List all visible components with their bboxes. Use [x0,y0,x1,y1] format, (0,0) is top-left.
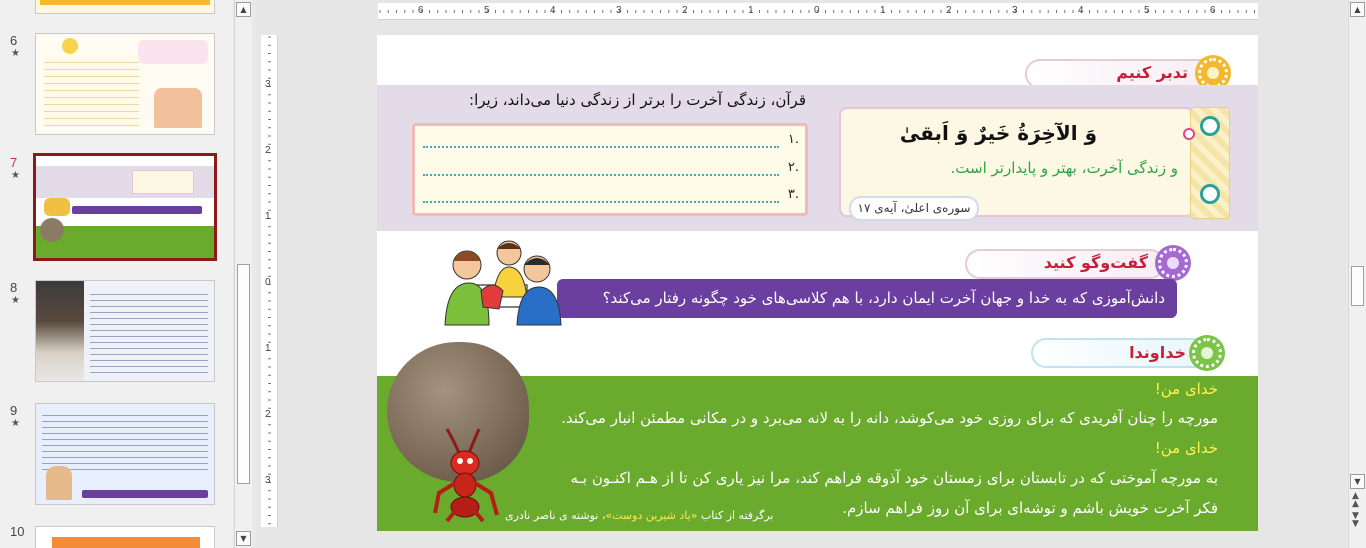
slide-thumbnail-7[interactable] [33,153,217,261]
scroll-up-icon[interactable]: ▲ [1350,2,1365,17]
ruler-label: 3 [616,5,622,16]
answer-line-number: ۳. [787,187,799,202]
credit-suffix: ، نوشته ی ناصر نادری [505,509,606,522]
prayer-title: خداوندا [1129,343,1186,362]
ruler-label: 5 [484,5,490,16]
vertical-ruler[interactable] [261,35,278,527]
ruler-label: 2 [265,409,271,420]
reflect-prompt: قرآن، زندگی آخرت را برتر از زندگی دنیا می‌داند، زیرا: [469,91,806,109]
slide-thumbnail-8[interactable] [35,280,215,382]
animation-star-icon: ★ [11,170,20,181]
ruler-label: 3 [265,79,271,90]
prayer-text: مورچه را چنان آفریدی که برای روزی خود می‌کوشد، دانه را به لانه می‌برد و در مکانی مطمئن انبار می‌کند. [561,409,1218,427]
next-slide-icon[interactable]: ▼ ▼ [1352,511,1359,529]
slide-number: 7 [10,155,18,170]
scrollbar-thumb[interactable] [1351,266,1364,306]
slide-thumbnail-5[interactable] [35,0,215,14]
prayer-section-tab [1031,338,1215,368]
prayer-text: به مورچه آموختی که در تابستان برای زمستان خود آذوقه فراهم کند، مرا نیز یاری کن تا از هـم اکنـون بـه [570,469,1218,487]
slide-number: 8 [10,280,18,295]
ruler-label: 1 [880,5,886,16]
scroll-down-icon[interactable]: ▼ [236,531,251,546]
animation-star-icon: ★ [11,418,20,429]
ant-illustration [425,423,505,523]
students-talking-illustration [437,235,562,327]
scroll-up-icon[interactable]: ▲ [236,2,251,17]
slide-thumbnail-9[interactable] [35,403,215,505]
answer-line[interactable] [423,146,779,148]
slide-number: 10 [10,524,25,539]
reflect-title: تدبر کنیم [1116,63,1188,82]
slide-canvas[interactable] [377,35,1258,531]
ruler-label: 6 [1210,5,1216,16]
ruler-label: 2 [265,145,271,156]
answer-line[interactable] [423,201,779,203]
ruler-label: 4 [1078,5,1084,16]
ruler-label: 2 [946,5,952,16]
ruler-label: 1 [265,343,271,354]
verse-arabic: وَ الآخِرَةُ خَيرٌ وَ اَبقیٰ [899,121,1097,145]
ruler-label: 4 [550,5,556,16]
answer-line[interactable] [423,174,779,176]
previous-slide-icon[interactable]: ▲ ▲ [1352,491,1359,509]
prayer-heading: خدای من! [1154,439,1218,457]
ruler-label: 3 [265,475,271,486]
horizontal-ruler[interactable] [378,3,1258,20]
ruler-label: 3 [1012,5,1018,16]
answer-line-number: ۲. [787,160,799,175]
verse-translation: و زندگی آخرت، بهتر و پایدارتر است. [950,159,1178,177]
flower-badge-icon [1155,245,1191,281]
ruler-label: 1 [265,211,271,222]
prayer-text: فکر آخرت خویش باشم و توشه‌ای برای آن روز فراهم سازم. [842,499,1218,517]
answer-lines-box [412,123,808,216]
answer-line-number: ۱. [787,132,799,147]
animation-star-icon: ★ [11,295,20,306]
ruler-label: 1 [748,5,754,16]
slide-number: 9 [10,403,18,418]
ruler-label: 0 [265,277,271,288]
slide-thumbnail-6[interactable] [35,33,215,135]
credit-book: «یاد شیرین دوست» [605,509,698,522]
scrollbar-thumb[interactable] [237,264,250,484]
discuss-title: گفت‌وگو کنید [1043,253,1148,272]
slide-number: 6 [10,33,18,48]
ruler-label: 5 [1144,5,1150,16]
verse-reference: سوره‌ی اعلیٰ، آیه‌ی ۱۷ [849,196,979,221]
slide-thumbnail-pane [0,0,233,548]
slide-thumbnail-10[interactable] [35,526,215,548]
verse-pattern-decoration [1190,107,1230,219]
thumbnail-scrollbar[interactable] [234,0,252,548]
source-credit [505,509,773,522]
ruler-label: 2 [682,5,688,16]
discussion-question-bar [557,279,1177,318]
ruler-label: 0 [814,5,820,16]
prayer-heading: خدای من! [1154,380,1218,398]
animation-star-icon: ★ [11,48,20,59]
discussion-question: دانش‌آموزی که به خدا و جهان آخرت ایمان دارد، با هم کلاسی‌های خود چگونه رفتار می‌کند؟ [602,289,1165,307]
vertical-scrollbar[interactable] [1348,0,1366,548]
ruler-label: 6 [418,5,424,16]
scroll-down-icon[interactable]: ▼ [1350,474,1365,489]
credit-prefix: برگرفته از کتاب [700,509,774,522]
flower-badge-icon [1189,335,1225,371]
